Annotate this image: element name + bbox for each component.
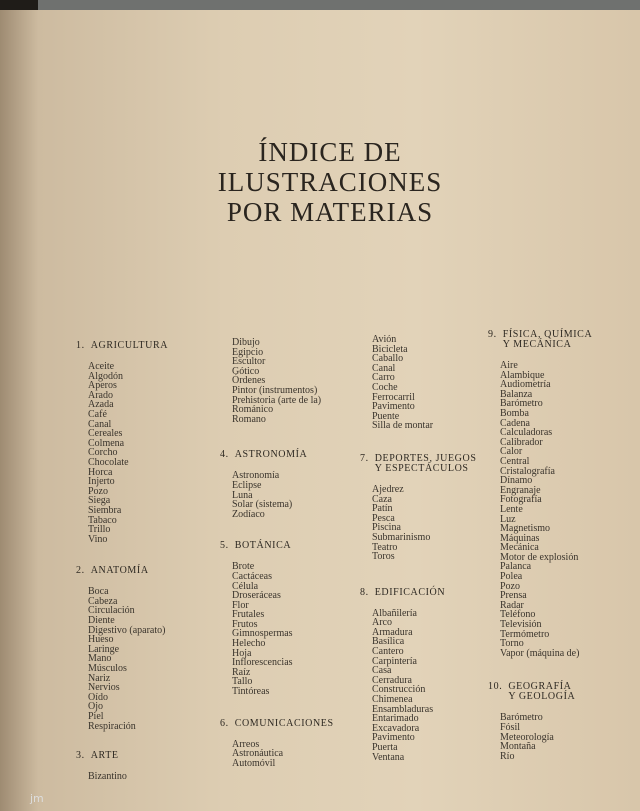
- section-entries: [220, 740, 334, 769]
- section-entries: [76, 772, 168, 782]
- index-entry: Tallo: [232, 676, 253, 688]
- index-entry: Raíz: [232, 666, 251, 678]
- index-entry: Audiometría: [500, 379, 551, 391]
- index-entry: Colmena: [88, 437, 125, 449]
- index-entry: Bicicleta: [372, 343, 408, 355]
- index-entry: Piel: [88, 711, 104, 722]
- index-entry: Radar: [500, 599, 524, 611]
- index-section: [76, 751, 168, 782]
- section-entries: [360, 485, 477, 562]
- index-entry: Engranaje: [500, 484, 541, 496]
- index-entry: Patín: [372, 503, 393, 515]
- section-title-line2: Y MECÁNICA: [502, 339, 572, 350]
- section-entries: [76, 587, 168, 731]
- section-number: 8.: [360, 586, 369, 598]
- index-entry: Bizantino: [88, 771, 127, 783]
- index-entry: Fotografía: [500, 494, 542, 506]
- section-title: GEOGRAFÍA: [508, 681, 572, 693]
- section-title-line2: Y GEOLOGÍA: [508, 691, 576, 703]
- continuation-list: [220, 338, 334, 424]
- section-heading: [220, 719, 334, 729]
- section-number: 9.: [488, 329, 497, 340]
- index-entry: Pozo: [88, 485, 108, 497]
- index-entry: Brote: [232, 561, 255, 573]
- index-entry: Algodón: [88, 370, 123, 382]
- index-entry: Palanca: [500, 561, 532, 573]
- index-entry: Nariz: [88, 672, 111, 684]
- section-number: 1.: [76, 340, 85, 351]
- section-title: AGRICULTURA: [90, 340, 169, 351]
- index-entry: Bomba: [500, 407, 529, 419]
- index-entry: Lente: [500, 503, 523, 515]
- index-entry: Cabeza: [88, 595, 118, 607]
- index-section: [488, 682, 592, 761]
- index-entry: Siega: [88, 495, 111, 507]
- section-heading: [76, 566, 168, 576]
- index-entry: Aperos: [88, 380, 117, 392]
- index-entry: Prensa: [500, 590, 527, 602]
- index-entry: Vapor (máquina de): [500, 647, 580, 659]
- section-number: 6.: [220, 717, 229, 729]
- index-entry: Magnetismo: [500, 523, 550, 535]
- index-section: [220, 450, 334, 519]
- index-entry: Carpintería: [372, 655, 417, 667]
- section-heading: [488, 330, 592, 350]
- index-entry: Calculadoras: [500, 427, 553, 439]
- index-entry: Piscina: [372, 522, 401, 534]
- index-column-3: [360, 335, 477, 762]
- section-heading: [76, 751, 168, 761]
- index-entry: Calor: [500, 446, 523, 458]
- index-entry: Mano: [88, 653, 112, 665]
- index-entry: Helecho: [232, 638, 266, 650]
- index-column-1: [76, 341, 168, 782]
- section-title-line2: Y ESPECTÁCULOS: [374, 462, 469, 474]
- index-entry: Prehistoria (arte de la): [232, 394, 322, 406]
- index-entry: Silla de montar: [372, 420, 434, 432]
- index-entry: Arco: [372, 617, 392, 629]
- index-entry: Digestivo (aparato): [88, 624, 166, 636]
- index-entry: Boca: [88, 586, 109, 598]
- index-entry: Frutos: [232, 618, 258, 630]
- index-entry: Pozo: [500, 580, 520, 592]
- section-title: BOTÁNICA: [234, 540, 292, 552]
- index-entry: Café: [88, 408, 107, 420]
- index-entry: Horca: [88, 466, 113, 478]
- index-entry: Teatro: [372, 541, 398, 553]
- index-entry: Barómetro: [500, 712, 543, 724]
- index-section: [220, 541, 334, 696]
- section-number: 5.: [220, 540, 229, 552]
- index-entry: Polea: [500, 571, 523, 583]
- index-entry: Ensambladuras: [372, 703, 434, 715]
- index-entry: Dínamo: [500, 475, 533, 487]
- index-entry: Meteorología: [500, 731, 554, 743]
- index-entry: Balanza: [500, 388, 533, 400]
- index-entry: Alambique: [500, 369, 545, 381]
- section-heading: [488, 682, 592, 702]
- index-entry: Chocolate: [88, 456, 129, 468]
- section-heading: [220, 450, 334, 460]
- index-entry: Motor de explosión: [500, 551, 579, 563]
- index-entry: Ventana: [372, 751, 405, 763]
- index-entry: Órdenes: [232, 375, 266, 387]
- section-number: 10.: [488, 681, 503, 693]
- index-entry: Músculos: [88, 663, 127, 675]
- index-entry: Submarinismo: [372, 531, 431, 543]
- top-edge-bar: [38, 0, 640, 10]
- index-section: [360, 454, 477, 562]
- section-entries: [220, 471, 334, 519]
- index-entry: Mecánica: [500, 542, 539, 554]
- index-entry: Luz: [500, 513, 516, 525]
- index-entry: Gótico: [232, 365, 260, 377]
- index-entry: Calibrador: [500, 436, 543, 448]
- index-entry: Luna: [232, 489, 253, 501]
- watermark: jm: [30, 792, 44, 805]
- index-entry: Zodíaco: [232, 508, 265, 520]
- index-entry: Pavimento: [372, 732, 415, 744]
- section-entries: [360, 609, 477, 763]
- index-entry: Fósil: [500, 722, 521, 733]
- index-entry: Puerta: [372, 742, 398, 753]
- page-title: [160, 137, 500, 227]
- index-entry: Aceite: [88, 361, 115, 372]
- index-entry: Corcho: [88, 447, 118, 459]
- index-entry: Ojo: [88, 701, 103, 713]
- index-entry: Gimnospermas: [232, 628, 293, 640]
- index-entry: Termómetro: [500, 628, 550, 640]
- index-entry: Teléfono: [500, 609, 536, 621]
- index-entry: Televisión: [500, 619, 542, 631]
- index-entry: Albañilería: [372, 607, 417, 619]
- index-entry: Cristalografía: [500, 465, 555, 477]
- index-entry: Frutales: [232, 609, 265, 621]
- index-entry: Armadura: [372, 626, 413, 638]
- index-entry: Romano: [232, 413, 266, 425]
- index-entry: Cactáceas: [232, 570, 272, 582]
- index-entry: Diente: [88, 615, 115, 627]
- index-entry: Circulación: [88, 605, 135, 617]
- section-entries: [488, 713, 592, 761]
- index-entry: Pintor (instrumentos): [232, 384, 318, 396]
- section-number: 7.: [360, 452, 369, 464]
- index-column-4: [488, 330, 592, 761]
- title-line-1: ÍNDICE DE: [258, 137, 402, 167]
- index-entry: Injerto: [88, 476, 115, 488]
- section-entries: [220, 562, 334, 696]
- index-entry: Barómetro: [500, 398, 543, 410]
- index-entry: Puente: [372, 410, 400, 422]
- section-title: EDIFICACIÓN: [374, 586, 446, 598]
- index-entry: Canal: [372, 362, 396, 374]
- index-entry: Oído: [88, 691, 108, 703]
- index-entry: Coche: [372, 381, 398, 393]
- section-heading: [76, 341, 168, 351]
- index-entry: Nervios: [88, 682, 120, 694]
- section-title: FÍSICA, QUÍMICA: [502, 329, 593, 340]
- index-entry: Ajedrez: [372, 483, 404, 495]
- section-entries: [488, 361, 592, 658]
- index-entry: Construcción: [372, 684, 426, 696]
- section-entries: [76, 362, 168, 544]
- index-entry: Aire: [500, 360, 518, 371]
- index-entry: Casa: [372, 665, 392, 677]
- index-entry: Río: [500, 750, 515, 762]
- index-entry: Droseráceas: [232, 590, 281, 602]
- index-entry: Carro: [372, 372, 395, 384]
- section-heading: [220, 541, 334, 551]
- index-entry: Central: [500, 455, 530, 467]
- index-entry: Entarimado: [372, 713, 419, 725]
- index-entry: Automóvil: [232, 757, 276, 769]
- index-entry: Tintóreas: [232, 686, 270, 698]
- section-number: 3.: [76, 750, 85, 762]
- index-section: [488, 330, 592, 658]
- index-entry: Azada: [88, 399, 114, 411]
- section-title: ARTE: [90, 750, 119, 762]
- index-entry: Dibujo: [232, 337, 260, 348]
- index-entry: Solar (sistema): [232, 499, 293, 511]
- index-section: [220, 719, 334, 769]
- index-entry: Máquinas: [500, 532, 540, 544]
- index-entry: Torno: [500, 638, 524, 650]
- index-entry: Ferrocarril: [372, 391, 415, 403]
- index-entry: Caza: [372, 493, 392, 505]
- index-entry: Tabaco: [88, 514, 117, 526]
- index-entry: Eclipse: [232, 479, 262, 491]
- section-heading: [360, 588, 477, 598]
- index-entry: Inflorescencias: [232, 657, 293, 669]
- index-entry: Cantero: [372, 646, 404, 658]
- index-entry: Astronáutica: [232, 748, 284, 760]
- index-entry: Cadena: [500, 417, 530, 429]
- index-entry: Excavadora: [372, 722, 420, 734]
- index-entry: Arreos: [232, 738, 260, 750]
- section-number: 2.: [76, 565, 85, 577]
- index-entry: Flor: [232, 599, 249, 611]
- index-entry: Astronomía: [232, 470, 280, 482]
- index-entry: Cerradura: [372, 674, 412, 686]
- index-entry: Montaña: [500, 741, 536, 753]
- index-entry: Toros: [372, 551, 395, 563]
- index-section: [76, 341, 168, 544]
- index-entry: Vino: [88, 533, 108, 545]
- index-entry: Laringe: [88, 643, 120, 655]
- index-entry: Chimenea: [372, 694, 413, 706]
- index-entry: Pesca: [372, 512, 395, 524]
- index-entry: Canal: [88, 418, 112, 430]
- index-entry: Egipcio: [232, 346, 264, 358]
- index-entry: Célula: [232, 580, 259, 592]
- section-title: DEPORTES, JUEGOS: [374, 452, 477, 464]
- section-number: 4.: [220, 449, 229, 461]
- index-entry: Románico: [232, 404, 274, 416]
- section-title: ANATOMÍA: [90, 565, 149, 577]
- index-entry: Pavimento: [372, 401, 415, 413]
- index-entry: Hoja: [232, 647, 252, 659]
- index-entry: Siembra: [88, 504, 122, 516]
- continuation-list: [360, 335, 477, 431]
- index-entry: Basílica: [372, 636, 405, 648]
- section-heading: [360, 454, 477, 474]
- title-line-3: POR MATERIAS: [226, 197, 434, 227]
- index-entry: Escultor: [232, 356, 266, 368]
- index-entry: Avión: [372, 334, 397, 345]
- section-title: ASTRONOMÍA: [234, 449, 308, 461]
- index-entry: Hueso: [88, 634, 114, 646]
- index-section: [76, 566, 168, 731]
- title-line-2: ILUSTRACIONES: [217, 167, 443, 197]
- section-title: COMUNICACIONES: [234, 717, 334, 729]
- index-entry: Cereales: [88, 428, 123, 440]
- index-section: [360, 588, 477, 763]
- index-entry: Arado: [88, 389, 113, 401]
- index-entry: Caballo: [372, 353, 404, 365]
- index-entry: Respiración: [88, 720, 136, 732]
- index-entry: Trillo: [88, 524, 111, 536]
- index-column-2: [220, 338, 334, 768]
